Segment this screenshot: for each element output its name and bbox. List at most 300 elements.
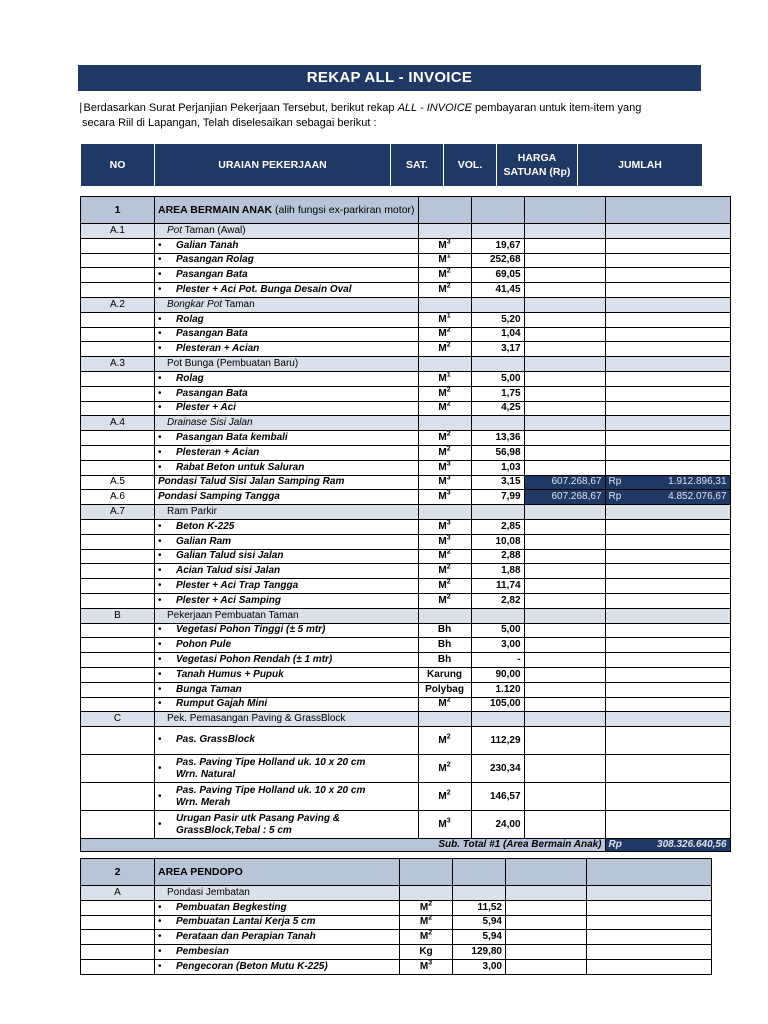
row-number: [81, 593, 155, 608]
description-text: Pohon Pule: [176, 639, 231, 651]
row-volume: 5,94: [453, 915, 506, 930]
row-unit-price: [524, 811, 605, 839]
row-number: [81, 268, 155, 283]
row-unit: [418, 312, 471, 327]
section-empty-cell: [400, 859, 453, 886]
row-description: [155, 312, 419, 327]
row-unit-price: [524, 327, 605, 342]
row-unit-price: [524, 564, 605, 579]
group-row: [81, 608, 731, 623]
row-number: [81, 915, 155, 930]
description-text: Galian Ram: [176, 535, 232, 547]
row-number: [81, 371, 155, 386]
row-number: [81, 579, 155, 594]
row-unit-price: [524, 653, 605, 668]
unit-text: M: [419, 960, 429, 972]
description-text: Plester + Aci Pot. Bunga Desain Oval: [176, 284, 352, 296]
row-unit: [418, 342, 471, 357]
row-number: A.6: [81, 490, 155, 505]
section-title: [155, 859, 400, 886]
row-volume: 105,00: [471, 697, 524, 712]
row-amount: [605, 238, 730, 253]
row-volume: 2,85: [471, 519, 524, 534]
row-unit: [418, 357, 471, 372]
row-number: A.2: [81, 297, 155, 312]
bullet-icon: •: [158, 387, 162, 399]
row-amount: [605, 579, 730, 594]
row-description: [155, 712, 419, 727]
item-row: [81, 283, 731, 298]
amount-value: 1.912.896,31: [668, 476, 727, 488]
subtotal-row: [81, 839, 731, 852]
row-number: B: [81, 608, 155, 623]
row-description: [155, 623, 419, 638]
item-row: [81, 945, 712, 960]
bullet-icon: •: [158, 372, 162, 384]
row-description: [155, 386, 419, 401]
bullet-icon: •: [158, 328, 162, 340]
row-unit-price: [506, 930, 587, 945]
unit-text: M: [438, 734, 447, 746]
unit-text: Bh: [437, 624, 452, 636]
item-row: [81, 653, 731, 668]
row-number: [81, 623, 155, 638]
unit-exponent: 2: [446, 267, 451, 275]
bullet-icon: •: [158, 520, 162, 532]
bullet-icon: •: [158, 960, 162, 972]
description-text: Taman (Awal): [182, 224, 246, 236]
bullet-icon: •: [158, 550, 162, 562]
row-amount: [605, 327, 730, 342]
row-unit-price: [506, 915, 587, 930]
row-volume: 41,45: [471, 283, 524, 298]
item-row: [81, 268, 731, 283]
unit-text: M: [438, 284, 447, 296]
row-number: [81, 900, 155, 915]
section-number: 1: [81, 197, 155, 224]
row-unit-price: [524, 549, 605, 564]
row-unit: [418, 712, 471, 727]
description-text: Plester + Aci Samping: [176, 594, 281, 606]
row-volume: [471, 357, 524, 372]
row-volume: 10,08: [471, 534, 524, 549]
bullet-icon: •: [158, 432, 162, 444]
group-row: [81, 712, 731, 727]
item-row: [81, 342, 731, 357]
row-number: [81, 534, 155, 549]
row-unit-price: [506, 945, 587, 960]
item-row: [81, 401, 731, 416]
bullet-icon: •: [158, 762, 162, 774]
description-text: Galian Tanah: [176, 239, 239, 251]
bullet-icon: •: [158, 313, 162, 325]
row-unit: [400, 959, 453, 974]
row-description: [155, 593, 419, 608]
item-row: [81, 238, 731, 253]
row-description: [155, 238, 419, 253]
row-description: [155, 945, 400, 960]
row-unit: [418, 460, 471, 475]
group-row: [81, 357, 731, 372]
row-number: [81, 445, 155, 460]
item-row: [81, 623, 731, 638]
row-amount: [605, 445, 730, 460]
item-row: [81, 386, 731, 401]
row-unit: [418, 519, 471, 534]
row-amount: [605, 297, 730, 312]
row-volume: 230,34: [471, 755, 524, 783]
row-amount: [605, 608, 730, 623]
unit-exponent: 2: [446, 761, 451, 769]
unit-text: M: [438, 535, 447, 547]
unit-exponent: 2: [446, 341, 451, 349]
description-text: Pas. GrassBlock: [176, 734, 255, 746]
row-volume: 19,67: [471, 238, 524, 253]
row-amount: [605, 268, 730, 283]
unit-text: Karung: [427, 668, 463, 680]
row-number: [81, 238, 155, 253]
bullet-icon: •: [158, 668, 162, 680]
currency-label: Rp: [608, 491, 622, 503]
row-description: [155, 930, 400, 945]
row-number: [81, 783, 155, 811]
unit-text: M: [438, 790, 447, 802]
row-amount: [587, 959, 712, 974]
row-unit: [418, 297, 471, 312]
row-amount: [605, 401, 730, 416]
section-empty-cell: [506, 859, 587, 886]
row-number: C: [81, 712, 155, 727]
row-unit-price: [524, 579, 605, 594]
row-volume: 7,99: [471, 490, 524, 505]
row-unit: [418, 371, 471, 386]
item-row: [81, 667, 731, 682]
unit-exponent: 3: [446, 817, 451, 825]
item-row: [81, 549, 731, 564]
item-row: [81, 371, 731, 386]
row-amount: [605, 460, 730, 475]
row-number: [81, 564, 155, 579]
row-unit: [418, 608, 471, 623]
row-volume: 13,36: [471, 431, 524, 446]
bullet-icon: •: [158, 535, 162, 547]
description-text: Perataan dan Perapian Tanah: [176, 931, 316, 943]
row-number: A.7: [81, 505, 155, 520]
row-description: [155, 519, 419, 534]
unit-exponent: 3: [446, 475, 451, 483]
group-row: [81, 416, 731, 431]
row-amount: [605, 342, 730, 357]
row-volume: [471, 224, 524, 239]
row-description: [155, 608, 419, 623]
description-text: Pengecoran (Beton Mutu K-225): [176, 960, 328, 972]
row-unit: [418, 653, 471, 668]
row-amount: [605, 623, 730, 638]
row-volume: [453, 886, 506, 901]
row-unit: [418, 416, 471, 431]
unit-text: M: [438, 461, 447, 473]
row-volume: 129,80: [453, 945, 506, 960]
row-unit-price: [524, 268, 605, 283]
description-text: Rolag: [176, 372, 204, 384]
row-unit-price: [524, 297, 605, 312]
unit-text: M: [438, 762, 447, 774]
row-unit-price: [524, 667, 605, 682]
description-text: Pasangan Bata: [176, 387, 248, 399]
unit-exponent: 2: [446, 327, 451, 335]
row-amount: [605, 549, 730, 564]
row-description: [155, 253, 419, 268]
unit-exponent: 2: [446, 578, 451, 586]
unit-text: M: [438, 520, 447, 532]
row-volume: 3,17: [471, 342, 524, 357]
bullet-icon: •: [158, 916, 162, 928]
row-unit: [418, 401, 471, 416]
row-amount: [605, 564, 730, 579]
unit-exponent: 2: [446, 430, 451, 438]
unit-text: M: [438, 491, 447, 503]
row-number: [81, 667, 155, 682]
row-volume: 11,52: [453, 900, 506, 915]
item-row: [81, 564, 731, 579]
row-description: [155, 297, 419, 312]
row-number: [81, 312, 155, 327]
row-description: [155, 783, 419, 811]
unit-exponent: 3: [446, 519, 451, 527]
bullet-icon: •: [158, 901, 162, 913]
row-number: [81, 959, 155, 974]
row-description: [155, 915, 400, 930]
row-amount: [605, 224, 730, 239]
row-unit-price: [524, 253, 605, 268]
unit-exponent: 2: [446, 282, 451, 290]
row-description: [155, 653, 419, 668]
row-volume: 2,82: [471, 593, 524, 608]
item-row: [81, 312, 731, 327]
row-amount: [605, 697, 730, 712]
description-text: Pembuatan Lantai Kerja 5 cm: [176, 916, 316, 928]
row-volume: 112,29: [471, 727, 524, 755]
description-text: Plesteran + Acian: [176, 446, 260, 458]
description-text: Plester + Aci: [176, 402, 236, 414]
item-row: [81, 475, 731, 490]
row-unit: [418, 224, 471, 239]
row-unit: [400, 945, 453, 960]
row-unit: [418, 253, 471, 268]
row-description: [155, 327, 419, 342]
row-description: [155, 505, 419, 520]
row-number: A.4: [81, 416, 155, 431]
row-amount: [605, 667, 730, 682]
bullet-icon: •: [158, 269, 162, 281]
unit-exponent: 2: [446, 386, 451, 394]
row-volume: 5,94: [453, 930, 506, 945]
item-row: [81, 445, 731, 460]
row-unit-price: [524, 519, 605, 534]
description-text: Pek. Pemasangan Paving & GrassBlock: [167, 713, 346, 725]
item-row: [81, 682, 731, 697]
unit-text: M: [419, 901, 429, 913]
bullet-icon: •: [158, 580, 162, 592]
unit-exponent: 3: [446, 489, 451, 497]
unit-text: M: [438, 269, 447, 281]
section-empty-cell: [418, 197, 471, 224]
bullet-icon: •: [158, 734, 162, 746]
row-volume: 146,57: [471, 783, 524, 811]
subtotal-label: Sub. Total #1 (Area Bermain Anak): [81, 839, 606, 852]
unit-exponent: 1: [446, 253, 451, 261]
row-number: [81, 386, 155, 401]
row-unit: [418, 755, 471, 783]
unit-text: M: [438, 254, 447, 266]
description-italic: Pot: [167, 224, 183, 236]
row-unit-price: [524, 371, 605, 386]
unit-text: M: [419, 931, 429, 943]
row-number: [81, 727, 155, 755]
row-description: [155, 401, 419, 416]
description-text: Pondasi Samping Tangga: [158, 491, 280, 503]
row-number: [81, 697, 155, 712]
bullet-icon: •: [158, 446, 162, 458]
description-text: Pas. Paving Tipe Holland uk. 10 x 20 cm Wrn. Natural: [176, 756, 366, 780]
item-row: [81, 697, 731, 712]
row-volume: -: [471, 653, 524, 668]
unit-text: M: [438, 580, 447, 592]
unit-text: M: [438, 387, 447, 399]
row-volume: 1,88: [471, 564, 524, 579]
row-number: [81, 653, 155, 668]
subtotal-value: 308.326.640,56: [657, 839, 727, 851]
bullet-icon: •: [158, 790, 162, 802]
row-description: [155, 959, 400, 974]
item-row: [81, 327, 731, 342]
bullet-icon: •: [158, 284, 162, 296]
row-number: [81, 431, 155, 446]
item-row: [81, 579, 731, 594]
description-text: Acian Talud sisi Jalan: [176, 565, 281, 577]
unit-exponent: 2: [428, 915, 433, 923]
row-unit: [418, 238, 471, 253]
unit-text: M: [438, 594, 447, 606]
row-unit-price: [524, 505, 605, 520]
row-unit-price: [524, 490, 605, 505]
row-unit-price: [524, 460, 605, 475]
row-number: [81, 283, 155, 298]
group-row: [81, 505, 731, 520]
row-unit: [418, 490, 471, 505]
bullet-icon: •: [158, 239, 162, 251]
row-unit-price: [524, 623, 605, 638]
row-amount: [605, 811, 730, 839]
row-amount: [605, 312, 730, 327]
row-unit: [418, 638, 471, 653]
item-row: [81, 519, 731, 534]
bullet-icon: •: [158, 402, 162, 414]
bullet-icon: •: [158, 654, 162, 665]
section-empty-cell: [471, 197, 524, 224]
unit-exponent: 3: [446, 238, 451, 246]
row-number: [81, 460, 155, 475]
row-unit: [418, 283, 471, 298]
section-number: 2: [81, 859, 155, 886]
row-amount: [605, 490, 730, 505]
description-text: Plester + Aci Trap Tangga: [176, 580, 299, 592]
row-description: [155, 268, 419, 283]
row-volume: 3,15: [471, 475, 524, 490]
row-amount: [605, 475, 730, 490]
unit-exponent: 1: [446, 312, 451, 320]
row-volume: 1,75: [471, 386, 524, 401]
item-row: [81, 593, 731, 608]
bullet-icon: •: [158, 343, 162, 355]
row-volume: [471, 608, 524, 623]
row-unit: [418, 593, 471, 608]
row-volume: 24,00: [471, 811, 524, 839]
unit-text: M: [438, 565, 447, 577]
row-unit-price: [524, 386, 605, 401]
item-row: [81, 755, 731, 783]
row-unit-price: [506, 886, 587, 901]
row-number: A.1: [81, 224, 155, 239]
row-number: [81, 811, 155, 839]
row-description: [155, 460, 419, 475]
row-unit: [418, 579, 471, 594]
unit-text: Polybag: [425, 683, 464, 695]
row-amount: [587, 886, 712, 901]
row-volume: 252,68: [471, 253, 524, 268]
row-amount: [605, 727, 730, 755]
row-amount: [605, 682, 730, 697]
row-amount: [605, 638, 730, 653]
subtotal-amount: [605, 839, 730, 852]
row-amount: [605, 283, 730, 298]
row-volume: 5,00: [471, 371, 524, 386]
row-unit: [418, 327, 471, 342]
row-unit-price: [524, 416, 605, 431]
row-volume: 3,00: [471, 638, 524, 653]
description-text: Rolag: [176, 313, 204, 325]
row-amount: [605, 519, 730, 534]
item-row: [81, 783, 731, 811]
row-volume: 11,74: [471, 579, 524, 594]
unit-text: M: [438, 698, 447, 710]
description-text: Pasangan Rolag: [176, 254, 254, 266]
row-unit: [418, 445, 471, 460]
unit-text: M: [438, 343, 447, 355]
section-2-table: [80, 858, 712, 975]
row-unit: [418, 727, 471, 755]
row-amount: [587, 915, 712, 930]
bullet-icon: •: [158, 818, 162, 830]
bullet-icon: •: [158, 698, 162, 710]
row-number: [81, 638, 155, 653]
unit-price-value: 607.268,67: [551, 476, 602, 488]
row-volume: 3,00: [453, 959, 506, 974]
row-number: [81, 519, 155, 534]
unit-text: Bh: [437, 639, 452, 651]
currency-label: Rp: [608, 476, 622, 488]
item-row: [81, 811, 731, 839]
unit-exponent: 3: [428, 959, 433, 967]
row-unit: [418, 697, 471, 712]
row-unit-price: [524, 401, 605, 416]
description-text: Vegetasi Pohon Rendah (± 1 mtr): [176, 654, 333, 665]
section-empty-cell: [587, 859, 712, 886]
description-text: Plesteran + Acian: [176, 343, 260, 355]
section-title-text: AREA BERMAIN ANAK: [158, 204, 273, 216]
header-uraian: URAIAN PEKERJAAN: [155, 144, 391, 187]
unit-text: M: [438, 328, 447, 340]
